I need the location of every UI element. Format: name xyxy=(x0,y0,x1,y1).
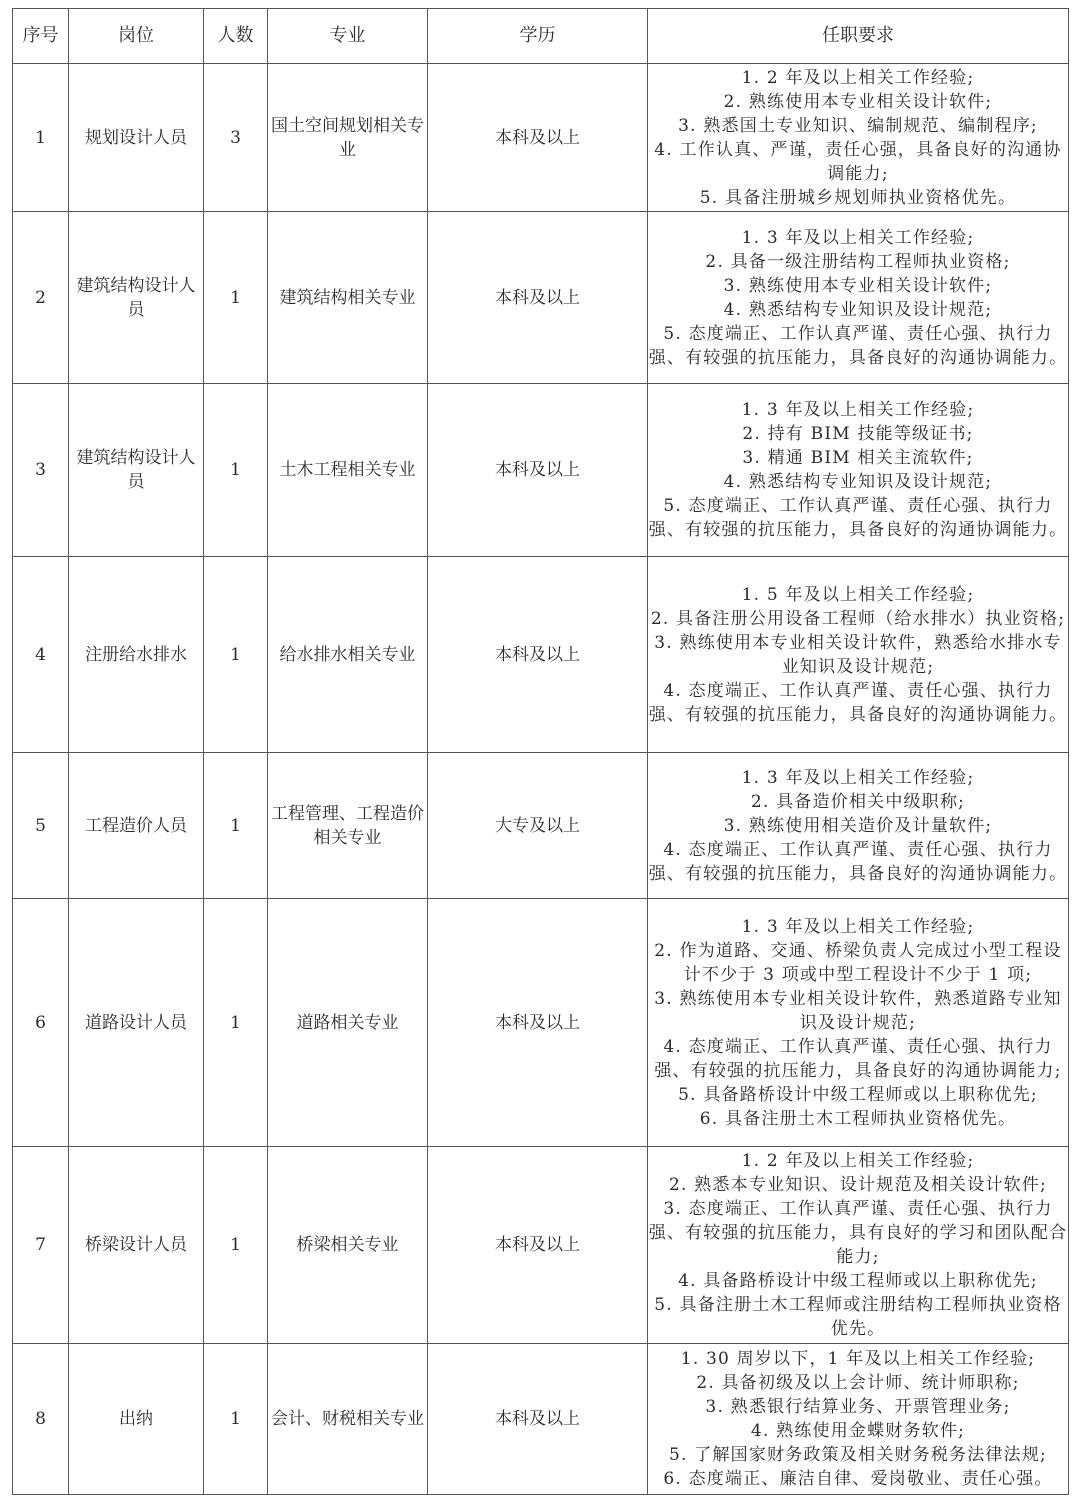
requirement-item: 3. 熟练使用本专业相关设计软件; xyxy=(723,275,993,296)
cell-count: 3 xyxy=(204,64,268,212)
cell-major: 会计、财税相关专业 xyxy=(268,1344,428,1495)
requirement-item: 5. 态度端正、工作认真严谨、责任心强、执行力强、有较强的抗压能力，具备良好的沟通协调能力。 xyxy=(648,496,1068,540)
header-requirements: 任职要求 xyxy=(648,9,1069,64)
cell-major: 桥梁相关专业 xyxy=(268,1147,428,1344)
requirement-item: 5. 具备注册土木工程师或注册结构工程师执业资格优先。 xyxy=(654,1295,1062,1339)
requirement-item: 1. 2 年及以上相关工作经验; xyxy=(741,67,975,88)
cell-major: 土木工程相关专业 xyxy=(268,384,428,557)
cell-position: 建筑结构设计人员 xyxy=(69,384,204,557)
cell-requirements xyxy=(648,212,1069,384)
table-row xyxy=(13,753,1069,899)
cell-position: 桥梁设计人员 xyxy=(69,1147,204,1344)
requirement-item: 1. 30 周岁以下，1 年及以上相关工作经验; xyxy=(680,1349,1036,1369)
header-position: 岗位 xyxy=(69,9,204,64)
cell-education: 本科及以上 xyxy=(428,1147,648,1344)
cell-major: 建筑结构相关专业 xyxy=(268,212,428,384)
requirement-item: 5. 了解国家财务政策及相关财务税务法律法规; xyxy=(669,1445,1047,1465)
requirement-item: 2. 作为道路、交通、桥梁负责人完成过小型工程设计不少于 3 项或中型工程设计不少于 1 项; xyxy=(654,940,1062,985)
requirement-item: 4. 工作认真、严谨，责任心强，具备良好的沟通协调能力; xyxy=(654,139,1062,184)
header-no: 序号 xyxy=(13,9,69,64)
requirement-item: 2. 具备造价相关中级职称; xyxy=(750,791,966,812)
cell-requirements xyxy=(648,384,1069,557)
cell-requirements xyxy=(648,1147,1069,1344)
cell-major: 国土空间规划相关专业 xyxy=(268,64,428,212)
requirement-item: 5. 具备路桥设计中级工程师或以上职称优先; xyxy=(678,1084,1038,1105)
table-row xyxy=(13,64,1069,212)
cell-position: 工程造价人员 xyxy=(69,753,204,899)
cell-count: 1 xyxy=(204,1147,268,1344)
header-major: 专业 xyxy=(268,9,428,64)
cell-position: 道路设计人员 xyxy=(69,899,204,1147)
requirement-item: 1. 3 年及以上相关工作经验; xyxy=(741,767,975,788)
table-row xyxy=(13,212,1069,384)
cell-count: 1 xyxy=(204,212,268,384)
recruitment-table xyxy=(12,8,1069,1495)
cell-position: 出纳 xyxy=(69,1344,204,1495)
cell-requirements xyxy=(648,899,1069,1147)
requirement-item: 1. 3 年及以上相关工作经验; xyxy=(741,227,975,248)
requirement-item: 3. 熟练使用本专业相关设计软件，熟悉给水排水专业知识及设计规范; xyxy=(654,632,1062,677)
cell-education: 本科及以上 xyxy=(428,899,648,1147)
requirement-item: 3. 态度端正、工作认真严谨、责任心强、执行力强、有较强的抗压能力，具有良好的学习和团队配合能力; xyxy=(648,1199,1068,1267)
cell-requirements xyxy=(648,557,1069,753)
cell-count: 1 xyxy=(204,557,268,753)
requirement-item: 2. 熟悉本专业知识、设计规范及相关设计软件; xyxy=(669,1175,1047,1195)
requirement-item: 2. 熟练使用本专业相关设计软件; xyxy=(723,91,993,112)
requirement-item: 2. 具备初级及以上会计师、统计师职称; xyxy=(696,1373,1020,1393)
table-row xyxy=(13,1344,1069,1495)
requirement-item: 4. 具备路桥设计中级工程师或以上职称优先; xyxy=(678,1271,1038,1291)
requirement-item: 1. 2 年及以上相关工作经验; xyxy=(741,1151,975,1171)
cell-count: 1 xyxy=(204,899,268,1147)
cell-major: 工程管理、工程造价相关专业 xyxy=(268,753,428,899)
table-row xyxy=(13,899,1069,1147)
cell-education: 本科及以上 xyxy=(428,212,648,384)
requirement-item: 6. 具备注册土木工程师执业资格优先。 xyxy=(699,1108,1017,1129)
requirement-item: 2. 持有 BIM 技能等级证书; xyxy=(742,424,974,444)
requirement-item: 5. 具备注册城乡规划师执业资格优先。 xyxy=(699,187,1017,208)
requirement-item: 3. 熟练使用相关造价及计量软件; xyxy=(723,815,993,836)
cell-education: 本科及以上 xyxy=(428,384,648,557)
cell-position: 注册给水排水 xyxy=(69,557,204,753)
requirement-item: 2. 具备一级注册结构工程师执业资格; xyxy=(705,251,1011,272)
cell-major: 给水排水相关专业 xyxy=(268,557,428,753)
requirement-item: 3. 精通 BIM 相关主流软件; xyxy=(742,448,974,468)
requirement-item: 2. 具备注册公用设备工程师（给水排水）执业资格; xyxy=(650,608,1066,629)
table-header-row xyxy=(13,9,1069,64)
cell-education: 本科及以上 xyxy=(428,64,648,212)
cell-education: 本科及以上 xyxy=(428,557,648,753)
cell-requirements xyxy=(648,753,1069,899)
cell-no: 8 xyxy=(13,1344,69,1495)
cell-no: 7 xyxy=(13,1147,69,1344)
requirement-item: 6. 态度端正、廉洁自律、爱岗敬业、责任心强。 xyxy=(663,1469,1053,1489)
header-education: 学历 xyxy=(428,9,648,64)
requirement-item: 3. 熟练使用本专业相关设计软件，熟悉道路专业知识及设计规范; xyxy=(654,988,1062,1033)
cell-count: 1 xyxy=(204,1344,268,1495)
requirement-item: 4. 态度端正、工作认真严谨、责任心强、执行力强、有较强的抗压能力，具备良好的沟通协调能力。 xyxy=(648,839,1068,884)
cell-no: 6 xyxy=(13,899,69,1147)
cell-education: 大专及以上 xyxy=(428,753,648,899)
requirement-item: 3. 熟悉国土专业知识、编制规范、编制程序; xyxy=(678,115,1038,136)
cell-major: 道路相关专业 xyxy=(268,899,428,1147)
header-count: 人数 xyxy=(204,9,268,64)
requirement-item: 4. 熟练使用金蝶财务软件; xyxy=(750,1421,966,1441)
cell-no: 4 xyxy=(13,557,69,753)
requirement-item: 5. 态度端正、工作认真严谨、责任心强、执行力强、有较强的抗压能力，具备良好的沟通协调能力。 xyxy=(648,323,1068,368)
cell-requirements xyxy=(648,1344,1069,1495)
requirement-item: 4. 熟悉结构专业知识及设计规范; xyxy=(723,299,993,320)
cell-no: 3 xyxy=(13,384,69,557)
table-row xyxy=(13,557,1069,753)
cell-education: 本科及以上 xyxy=(428,1344,648,1495)
requirement-item: 3. 熟悉银行结算业务、开票管理业务; xyxy=(705,1397,1011,1417)
table-row xyxy=(13,384,1069,557)
cell-count: 1 xyxy=(204,384,268,557)
requirement-item: 1. 3 年及以上相关工作经验; xyxy=(741,916,975,937)
cell-count: 1 xyxy=(204,753,268,899)
cell-position: 规划设计人员 xyxy=(69,64,204,212)
requirement-item: 4. 态度端正、工作认真严谨、责任心强、执行力强、有较强的抗压能力，具备良好的沟通协调能力; xyxy=(654,1036,1062,1081)
table-row xyxy=(13,1147,1069,1344)
cell-position: 建筑结构设计人员 xyxy=(69,212,204,384)
cell-no: 1 xyxy=(13,64,69,212)
cell-no: 2 xyxy=(13,212,69,384)
cell-no: 5 xyxy=(13,753,69,899)
cell-requirements xyxy=(648,64,1069,212)
requirement-item: 4. 态度端正、工作认真严谨、责任心强、执行力强、有较强的抗压能力，具备良好的沟通协调能力。 xyxy=(648,680,1068,725)
requirement-item: 4. 熟悉结构专业知识及设计规范; xyxy=(723,472,993,492)
requirement-item: 1. 3 年及以上相关工作经验; xyxy=(741,400,975,420)
requirement-item: 1. 5 年及以上相关工作经验; xyxy=(741,584,975,605)
